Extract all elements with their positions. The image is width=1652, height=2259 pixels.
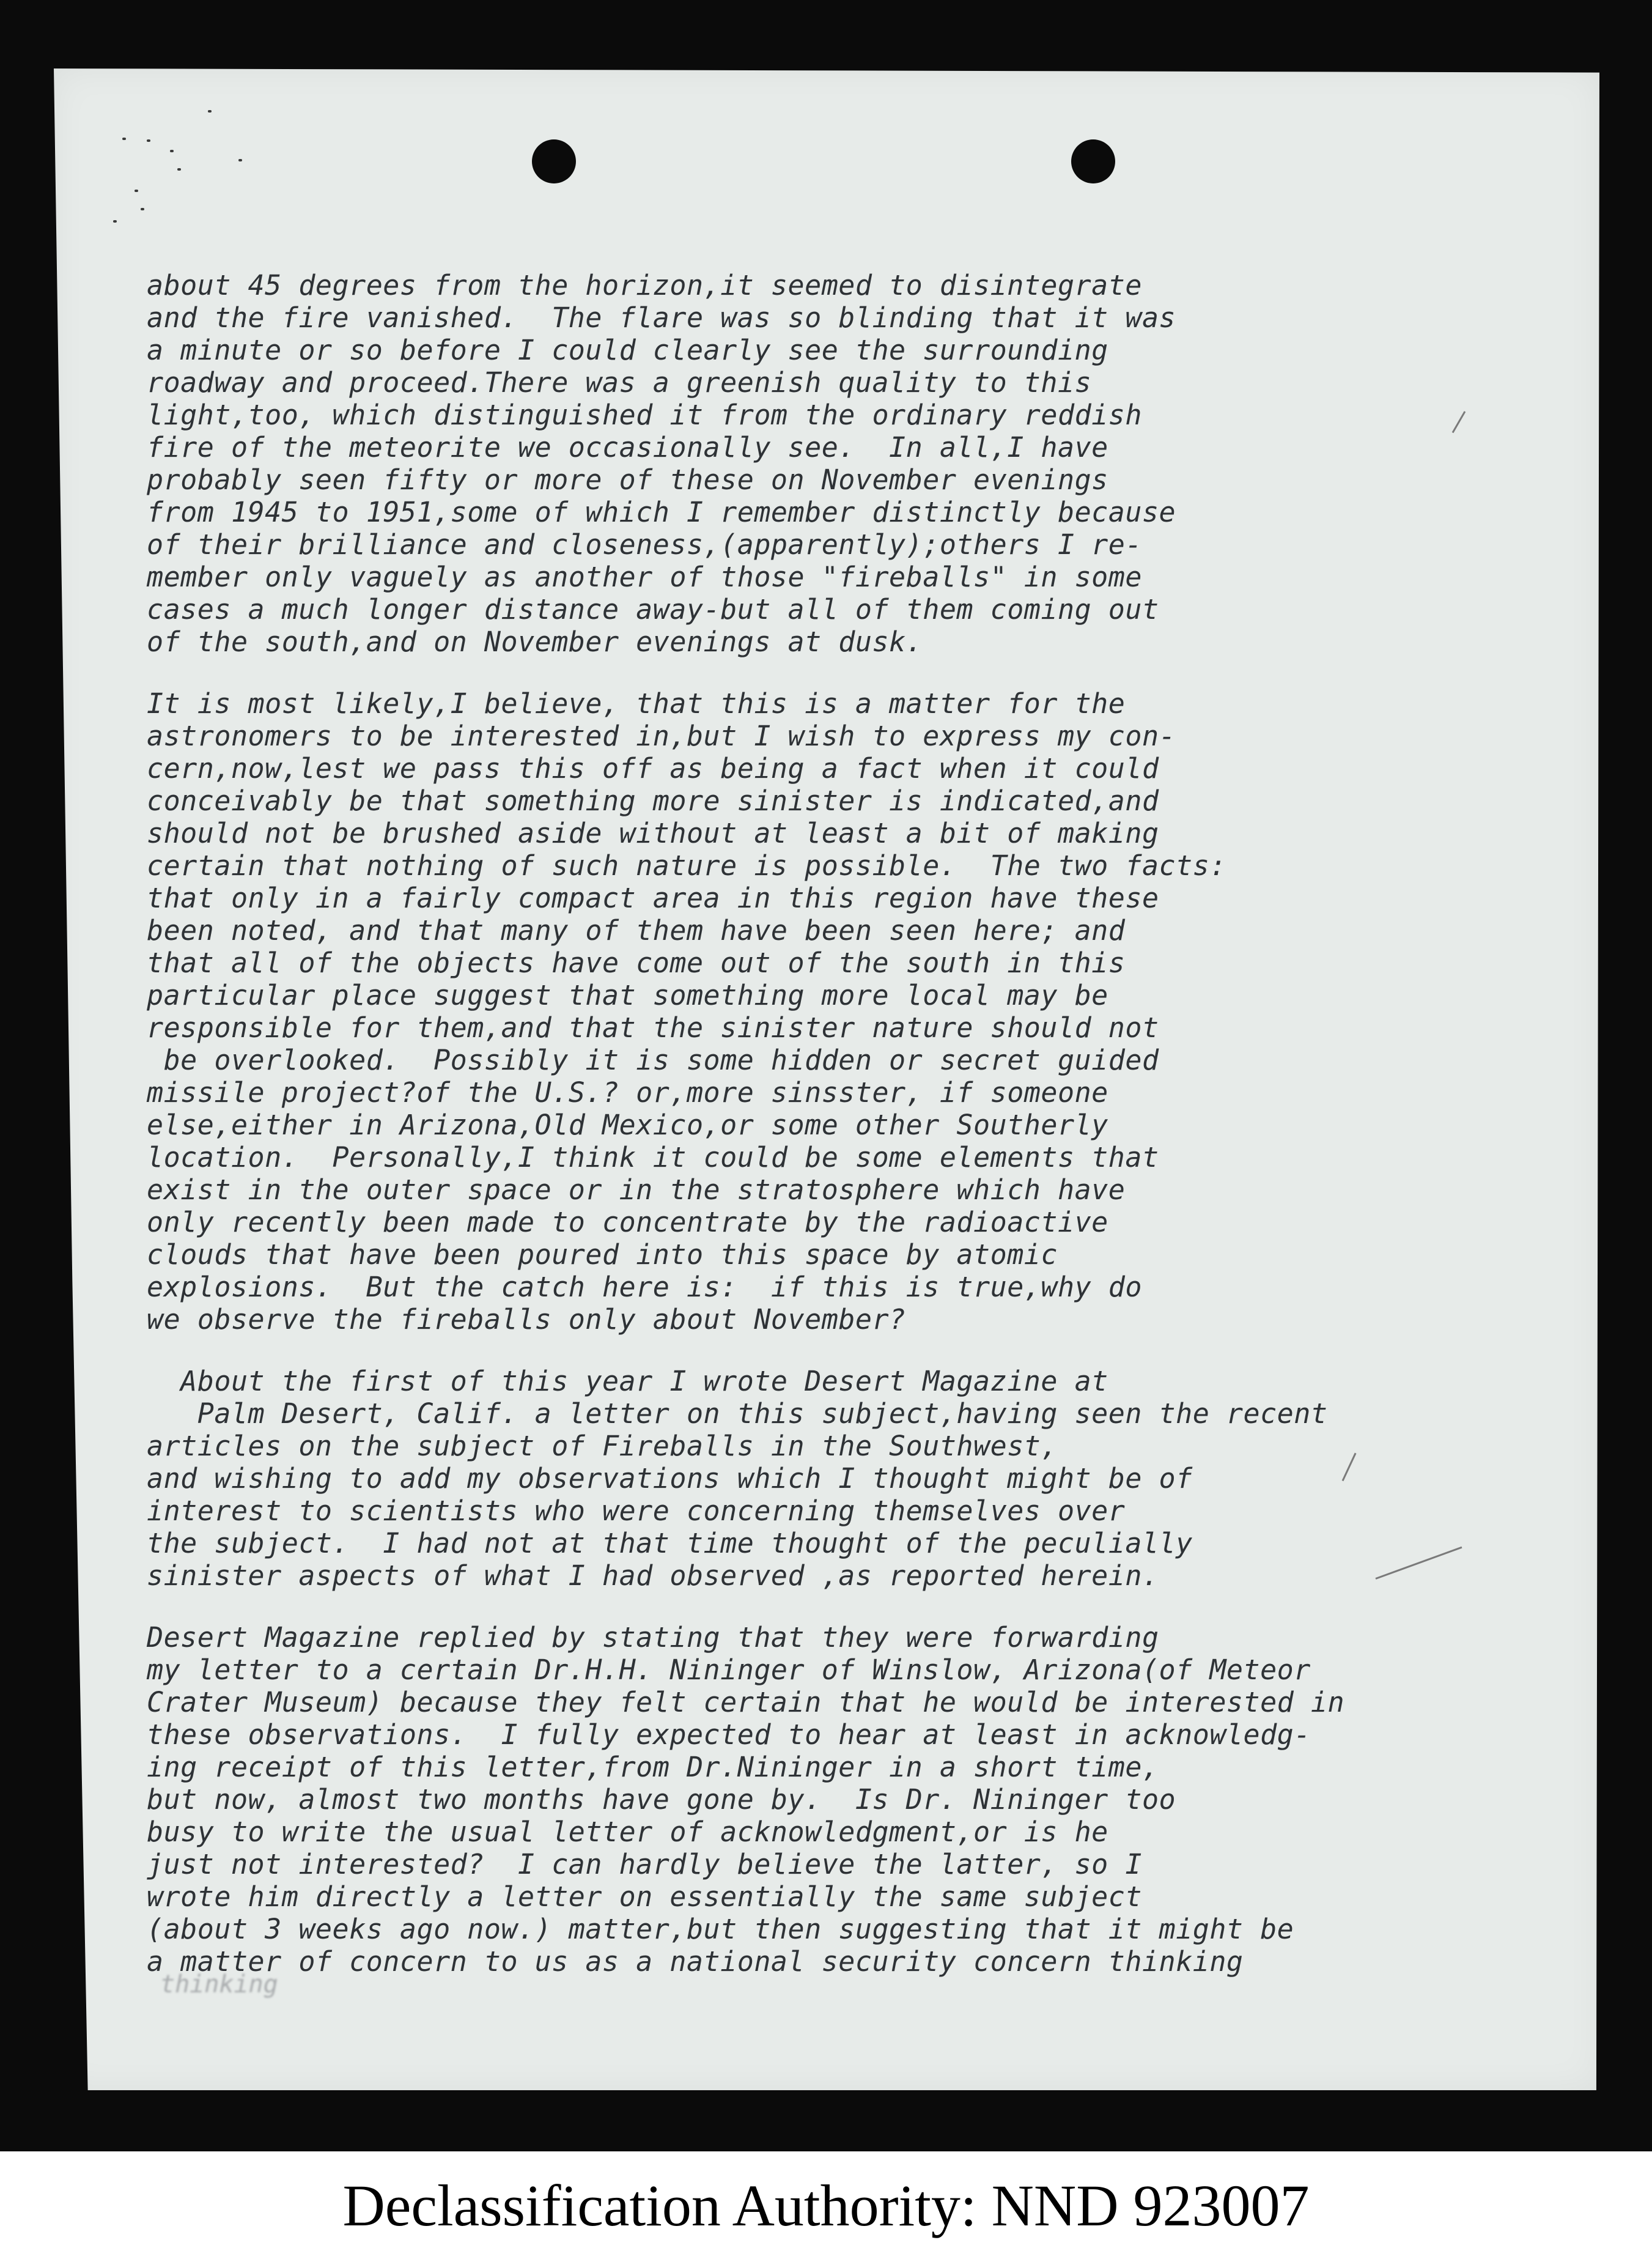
punch-hole-right: [1071, 139, 1115, 183]
text-line: About the first of this year I wrote Desert Magazine at: [147, 1365, 1108, 1397]
text-line: wrote him directly a letter on essentially the same subject: [147, 1880, 1142, 1913]
text-line: astronomers to be interested in,but I wish to express my con-: [147, 720, 1176, 752]
text-line: missile project?of the U.S.? or,more sinsster, if someone: [147, 1076, 1108, 1109]
text-line: location. Personally,I think it could be some elements that: [147, 1141, 1159, 1174]
text-line: fire of the meteorite we occasionally see. In all,I have: [147, 431, 1108, 464]
text-line: Crater Museum) because they felt certain that he would be interested in: [147, 1686, 1345, 1718]
text-line: exist in the outer space or in the stratosphere which have: [147, 1174, 1126, 1206]
ink-specks: [110, 104, 257, 238]
text-line: interest to scientists who were concerning themselves over: [147, 1495, 1126, 1527]
text-line: these observations. I fully expected to hear at least in acknowledg-: [147, 1718, 1311, 1751]
ink-speck: [122, 138, 126, 140]
bleed-through-text: thinking: [160, 1970, 278, 1998]
text-line: member only vaguely as another of those "fireballs" in some: [147, 561, 1142, 593]
text-line: been noted, and that many of them have been seen here; and: [147, 914, 1126, 947]
text-line: roadway and proceed.There was a greenish quality to this: [147, 366, 1092, 399]
text-line: articles on the subject of Fireballs in the Southwest,: [147, 1430, 1058, 1462]
text-line: that all of the objects have come out of the south in this: [147, 947, 1126, 979]
text-line: clouds that have been poured into this space by atomic: [147, 1238, 1058, 1271]
text-line: and the fire vanished. The flare was so blinding that it was: [147, 301, 1176, 334]
paragraph-fireball-observations: [147, 269, 1553, 658]
text-line: busy to write the usual letter of acknowledgment,or is he: [147, 1816, 1108, 1848]
declassification-authority: Declassification Authority: NND 923007: [342, 2172, 1310, 2238]
text-line: that only in a fairly compact area in this region have these: [147, 882, 1159, 914]
text-line: from 1945 to 1951,some of which I remember distinctly because: [147, 496, 1176, 528]
ink-speck: [135, 190, 138, 192]
text-line: (about 3 weeks ago now.) matter,but then suggesting that it might be: [147, 1913, 1294, 1945]
letter-body: [147, 269, 1553, 1978]
ink-speck: [170, 150, 174, 152]
text-line: else,either in Arizona,Old Mexico,or some other Southerly: [147, 1109, 1108, 1141]
text-line: ing receipt of this letter,from Dr.Nininger in a short time,: [147, 1751, 1159, 1783]
ink-speck: [141, 208, 144, 210]
punch-hole-left: [532, 139, 576, 183]
text-line: cern,now,lest we pass this off as being a fact when it could: [147, 752, 1159, 785]
ink-speck: [113, 220, 117, 223]
text-line: just not interested? I can hardly believe the latter, so I: [147, 1848, 1142, 1880]
text-line: cases a much longer distance away-but all of them coming out: [147, 593, 1159, 626]
text-line: explosions. But the catch here is: if this is true,why do: [147, 1271, 1142, 1303]
ink-speck: [177, 168, 181, 171]
text-line: light,too, which distinguished it from the ordinary reddish: [147, 399, 1142, 431]
text-line: only recently been made to concentrate by the radioactive: [147, 1206, 1108, 1238]
text-line: a minute or so before I could clearly see the surrounding: [147, 334, 1108, 366]
text-line: sinister aspects of what I had observed ,as reported herein.: [147, 1559, 1159, 1592]
text-line: and wishing to add my observations which I thought might be of: [147, 1462, 1193, 1495]
text-line: Desert Magazine replied by stating that they were forwarding: [147, 1621, 1159, 1654]
text-line: of the south,and on November evenings at dusk.: [147, 626, 923, 658]
paragraph-nininger-reply: [147, 1621, 1553, 1978]
text-line: but now, almost two months have gone by. Is Dr. Nininger too: [147, 1783, 1176, 1816]
text-line: a matter of concern to us as a national security concern thinking: [147, 1945, 1244, 1978]
text-line: It is most likely,I believe, that this is a matter for the: [147, 687, 1126, 720]
text-line: should not be brushed aside without at least a bit of making: [147, 817, 1159, 849]
text-line: the subject. I had not at that time thought of the peculially: [147, 1527, 1193, 1559]
text-line: probably seen fifty or more of these on November evenings: [147, 464, 1108, 496]
text-line: responsible for them,and that the sinister nature should not: [147, 1011, 1159, 1044]
paragraph-desert-magazine-letter: [147, 1365, 1553, 1592]
text-line: we observe the fireballs only about November?: [147, 1303, 906, 1336]
paragraph-sinister-concern: [147, 687, 1553, 1336]
text-line: Palm Desert, Calif. a letter on this subject,having seen the recent: [147, 1397, 1328, 1430]
text-line: be overlooked. Possibly it is some hidden or secret guided: [147, 1044, 1159, 1076]
ink-speck: [238, 159, 242, 161]
text-line: of their brilliance and closeness,(apparently);others I re-: [147, 528, 1142, 561]
declassification-footer: [0, 2151, 1652, 2259]
text-line: about 45 degrees from the horizon,it seemed to disintegrate: [147, 269, 1142, 301]
ink-speck: [208, 110, 212, 113]
text-line: my letter to a certain Dr.H.H. Nininger of Winslow, Arizona(of Meteor: [147, 1654, 1311, 1686]
text-line: particular place suggest that something more local may be: [147, 979, 1108, 1011]
ink-speck: [147, 139, 150, 142]
text-line: certain that nothing of such nature is possible. The two facts:: [147, 849, 1226, 882]
text-line: conceivably be that something more sinister is indicated,and: [147, 785, 1159, 817]
